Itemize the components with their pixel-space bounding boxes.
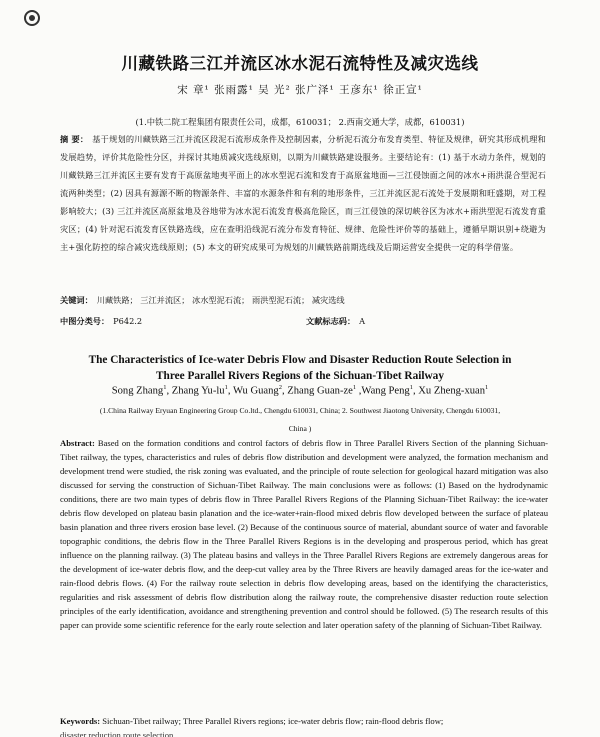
english-authors: Song Zhang$^1$, Zhang $Yu-lu^1$, Wu Guang$^2$, Zhang Guan-$ze^1$ ,Wang Peng$^1$, Xu Zheng-xuan$^1$ [111,384,489,397]
english-affiliation-line2: China ) [288,424,312,433]
author-affiliation-mark: 1 [352,384,357,391]
document-code-label: 文献标志码： [306,316,356,326]
chinese-keywords-label: 关键词： [60,295,93,305]
english-abstract [60,436,548,632]
chinese-affiliation: (1.中铁二院工程集团有限责任公司，成都，610031； 2.西南交通大学，成都，610031) [135,117,465,127]
english-keywords [60,714,548,728]
author-affiliation-mark: 1 [163,384,167,391]
english-title-line2: Three Parallel Rivers Regions of the Sichuan-Tibet Railway [156,370,444,382]
author-affiliation-mark: 1 [224,384,228,391]
class-number-label: 中图分类号： [60,316,110,326]
author-name: Wang Peng [361,385,410,397]
class-number-value: P642.2 [113,316,143,326]
document-code-value: A [359,316,366,326]
journal-logo [24,10,40,26]
english-affiliation-line1: (1.China Railway Eryuan Engineering Group Co.ltd., Chengdu 610031, China; 2. Southwest Jiaotong University, Chengdu 610031, [99,406,501,415]
english-affiliation [50,402,550,438]
chinese-keywords [60,295,546,306]
chinese-abstract-text: 基于规划的川藏铁路三江并流区段泥石流形成条件及控制因素，分析泥石流分布发育类型、特征及规律，研究其形成机理和发展趋势，评价其危险性分区，并探讨其地质减灾选线原则，以期为川藏铁路建设服务。主要结论有：(1) 基于水动力条件，规划的川藏铁路三江并流区主要有发育于高原盆地夷平面上的冰水型泥石流和发育于高原盆地面—三江侵蚀面之间的冰水+雨洪混合型泥石流两种类型；(2) 因具有源源不断的物源条件、丰富的水源条件和有利的地形条件，三江并流区泥石流处于发展期和旺盛期，对工程影响较大；(3) 三江并流区高原盆地及谷地带为冰水泥石流发育极高危险区，而三江侵蚀的深切峡谷区为冰水+雨洪型泥石流发育重灾区；(4) 针对泥石流发育区铁路选线，应在查明沿线泥石流分布发育特征、规律、危险性评价等的基础上，遵循早期识别+绕避为主+强化防控的综合减灾选线原则；(5) 本文的研究成果可为规划的川藏铁路前期选线及后期运营安全提供一定的科学借鉴。 [60,134,546,252]
author-name: Zhang Guan-ze [287,385,353,397]
english-abstract-text: Based on the formation conditions and control factors of debris flow in Three Parallel Rivers Section of the planning Sichuan-Tibet railway, the types, characteristics and rules of debris flow distribution and development were analyzed, the formation mechanism and development trend were studied, the risk zoning was evaluated, and the principle of route selection for geological hazard mitigation was also discussed for serving the construction of Sichuan-Tibet Railway. The main conclusions were as follows: (1) Based on the hydrodynamic conditions, there are two main types of debris flow in Three Parallel Rivers Regions of the Planning Sichuan-Tibet Railway: the ice-water debris flow developed on plateau basin planation and the ice-water+rain-flood mixed debris flow developed between the surface of plateau basin planation and three rivers erosion base level. (2) Because of the continuous source of material, abundant source of water and favorable topographic conditions, the debris flow in the Three Parallel Rivers Regions is in the developing and prosperous period, which has great influence on the planning railway. (3) The plateau basins and valleys in the Three Parallel Rivers Regions are extremely dangerous areas for the development of ice-water debris flow, and the deep-cut valley area by the Three Rivers are heavily damaged areas for the ice-water and rain-flood debris flows. (4) For the railway route selection in debris flow developing areas, based on the identifying the characteristics, regularities and risk assessment of debris flow distribution along the railway route, the comprehensive disaster reduction route selection principles of the early identification, avoidance and strengthening prevention and control should be followed. (5) The research results of this paper can provide some scientific reference for the early route selection and later operation safety of the planning of Sichuan-Tibet Railway. [60,438,548,630]
english-keywords-label: Keywords: [60,716,101,726]
author-name: Song Zhang [111,385,164,397]
chinese-abstract [60,130,546,256]
english-keywords-text: Sichuan-Tibet railway; Three Parallel Rivers regions; ice-water debris flow; rain-flood debris flow; [102,716,444,726]
author-name: Wu Guang [232,385,279,397]
author-name: Zhang Yu-lu [171,385,225,397]
document-code [306,316,365,327]
english-keywords-continued: disaster reduction route selection [60,730,174,737]
author-name: Xu Zheng-xuan [418,385,486,397]
author-affiliation-mark: 1 [485,384,489,391]
chinese-keywords-text: 川藏铁路； 三江并流区； 冰水型泥石流； 雨洪型泥石流； 减灾选线 [96,295,345,305]
chinese-abstract-label: 摘 要： [60,134,89,144]
chinese-title: 川藏铁路三江并流区冰水泥石流特性及减灾选线 [121,54,479,73]
english-title-line1: The Characteristics of Ice-water Debris Flow and Disaster Reduction Route Selection in [88,354,512,366]
author-affiliation-mark: 2 [278,384,282,391]
author-affiliation-mark: 1 [409,384,413,391]
english-title [40,352,560,384]
chinese-authors: 宋 章¹ 张雨露¹ 吴 光² 张广泽¹ 王彦东¹ 徐正宣¹ [177,84,423,96]
classification-line [60,316,546,327]
english-abstract-label: Abstract: [60,438,95,448]
